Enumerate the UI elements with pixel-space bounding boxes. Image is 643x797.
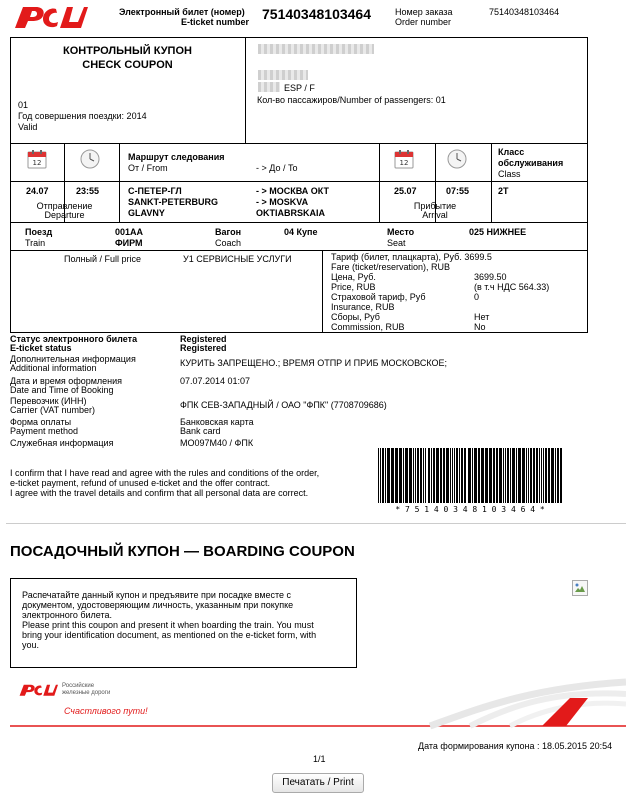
arrival-label-en: Arrival [422, 210, 448, 220]
price-value: 3699.50 [474, 272, 507, 282]
departure-date: 24.07 [26, 186, 49, 196]
rzd-name-2: железные дороги [62, 690, 111, 696]
generated-date: Дата формирования купона : 18.05.2015 20:54 [418, 741, 613, 751]
class-label-en: Class [498, 169, 521, 179]
services-label: У1 СЕРВИСНЫЕ УСЛУГИ [183, 254, 292, 264]
fees-value-ru: Нет [474, 312, 490, 322]
carrier-label-en: Carrier (VAT number) [10, 405, 96, 415]
rzd-name-1: Российские [62, 683, 95, 689]
to-station-en: - > MOSKVA OKTIABRSKAIA [256, 197, 325, 218]
insurance-value: 0 [474, 292, 480, 302]
from-station-ru: С-ПЕТЕР-ГЛ [128, 186, 182, 196]
status-label-ru: Статус электронного билета [10, 334, 138, 344]
check-coupon-title-ru: КОНТРОЛЬНЫЙ КУПОН [63, 45, 192, 57]
broken-image-icon [572, 580, 588, 596]
departure-label-ru: Отправление [36, 201, 93, 211]
payment-label-en: Payment method [10, 426, 79, 436]
train-brand: ФИРМ [115, 238, 143, 248]
agreement-line-2: e-ticket payment, refund of unused e-ticket and the offer contract. [10, 478, 270, 488]
svg-text:12: 12 [32, 159, 42, 167]
route-label: Маршрут следования [128, 152, 225, 162]
service-info-label: Служебная информация [10, 438, 114, 448]
route-from-label: От / From [128, 163, 168, 173]
calendar-icon [27, 149, 47, 169]
agreement-line-3: I agree with the travel details and confirm that all personal data are correct. [10, 488, 309, 498]
coupon-code: 01 [18, 100, 29, 110]
carrier-label-ru: Перевозчик (ИНН) [10, 396, 87, 406]
passenger-count: Кол-во пассажиров/Number of passengers: 01 [257, 95, 446, 105]
seat-value: 025 НИЖНЕЕ [469, 227, 527, 237]
booking-date-value: 07.07.2014 01:07 [180, 376, 251, 386]
rzd-logo [12, 4, 88, 30]
insurance-label-en: Insurance, RUB [331, 302, 395, 312]
valid-label: Valid [18, 122, 38, 132]
add-info-label-ru: Дополнительная информация [10, 354, 136, 364]
class-label-ru: Класс обслуживания [498, 147, 564, 168]
train-label-en: Train [25, 238, 46, 248]
passenger-name-redacted [258, 44, 374, 54]
add-info-label-en: Additional information [10, 363, 97, 373]
document-redacted [258, 70, 308, 80]
vat-value: (в т.ч НДС 564.33) [474, 282, 550, 292]
payment-label-ru: Форма оплаты [10, 417, 72, 427]
booking-date-label-ru: Дата и время оформления [10, 376, 123, 386]
barcode-text: * 7 5 1 4 0 3 4 8 1 0 3 4 6 4 * [395, 505, 545, 514]
calendar-icon [394, 149, 414, 169]
carrier-value: ФПК СЕВ-ЗАПАДНЫЙ / ОАО "ФПК" (7708709686) [180, 400, 387, 410]
price-label-en: Price, RUB [331, 282, 376, 292]
boarding-en-1: Please print this coupon and present it when boarding the train. You must [22, 620, 314, 630]
full-price-label: Полный / Full price [64, 254, 142, 264]
train-number: 001АА [115, 227, 144, 237]
route-to-label: - > До / To [256, 163, 298, 173]
departure-time: 23:55 [76, 186, 100, 196]
train-label-ru: Поезд [25, 227, 53, 237]
coach-value: 04 Купе [284, 227, 318, 237]
boarding-en-3: you. [22, 640, 40, 650]
boarding-ru-3: электронного билета. [22, 610, 113, 620]
booking-date-label-en: Date and Time of Booking [10, 385, 114, 395]
print-button[interactable]: Печатать / Print [272, 773, 364, 793]
ticket-number: 75140348103464 [262, 6, 372, 22]
from-station-en: SANKT-PETERBURG GLAVNY [128, 197, 219, 218]
ticket-label-ru: Электронный билет (номер) [119, 7, 245, 17]
boarding-ru-2: документом, удостоверяющим личность, указанным при покупке [22, 600, 294, 610]
boarding-title: ПОСАДОЧНЫЙ КУПОН — BOARDING COUPON [10, 543, 355, 560]
tariff-label-ru: Тариф (билет, плацкарта), Руб. 3699.5 [331, 252, 492, 262]
seat-label-en: Seat [387, 238, 406, 248]
arrival-label-ru: Прибытие [413, 201, 457, 211]
check-coupon-title-en: CHECK COUPON [82, 59, 173, 71]
payment-value-en: Bank card [180, 426, 221, 436]
status-value-1: Registered [180, 334, 227, 344]
arrival-time: 07:55 [446, 186, 470, 196]
order-label-en: Order number [395, 17, 452, 27]
coach-label-en: Coach [215, 238, 242, 248]
boarding-en-2: bring your identification document, as mentioned on the e-ticket form, with [22, 630, 317, 640]
fees-value-en: No [474, 322, 486, 332]
passenger-gender: ESP / F [284, 83, 315, 93]
ticket-label-en: E-ticket number [181, 17, 250, 27]
coach-label-ru: Вагон [215, 227, 242, 237]
boarding-ru-1: Распечатайте данный купон и предъявите при посадке вместе с [22, 590, 292, 600]
insurance-label-ru: Страховой тариф, Руб [331, 292, 426, 302]
payment-value-ru: Банковская карта [180, 417, 254, 427]
document-redacted-2 [258, 82, 280, 92]
to-station-ru: - > МОСКВА ОКТ [256, 186, 330, 196]
clock-icon [447, 149, 467, 169]
service-info-value: МО097М40 / ФПК [180, 438, 254, 448]
slogan: Счастливого пути! [64, 706, 148, 716]
price-label-ru: Цена, Руб. [331, 272, 376, 282]
trip-year: Год совершения поездки: 2014 [18, 111, 147, 121]
add-info-value: КУРИТЬ ЗАПРЕЩЕНО.; ВРЕМЯ ОТПР И ПРИБ МОСКОВСКОЕ; [180, 358, 447, 368]
barcode [378, 448, 562, 503]
tariff-label-en: Fare (ticket/reservation), RUB [331, 262, 451, 272]
svg-text:12: 12 [399, 159, 409, 167]
fees-label-en: Commission, RUB [331, 322, 405, 332]
clock-icon [80, 149, 100, 169]
departure-label-en: Departure [44, 210, 85, 220]
agreement-line-1: I confirm that I have read and agree with the rules and conditions of the order, [10, 468, 320, 478]
order-number: 75140348103464 [489, 7, 560, 17]
seat-label-ru: Место [387, 227, 415, 237]
page-number: 1/1 [313, 754, 326, 764]
status-value-2: Registered [180, 343, 227, 353]
class-value: 2Т [498, 186, 509, 196]
order-label-ru: Номер заказа [395, 7, 453, 17]
arrival-date: 25.07 [394, 186, 417, 196]
status-label-en: E-ticket status [10, 343, 72, 353]
fees-label-ru: Сборы, Руб [331, 312, 380, 322]
decorative-swoosh [10, 668, 626, 730]
